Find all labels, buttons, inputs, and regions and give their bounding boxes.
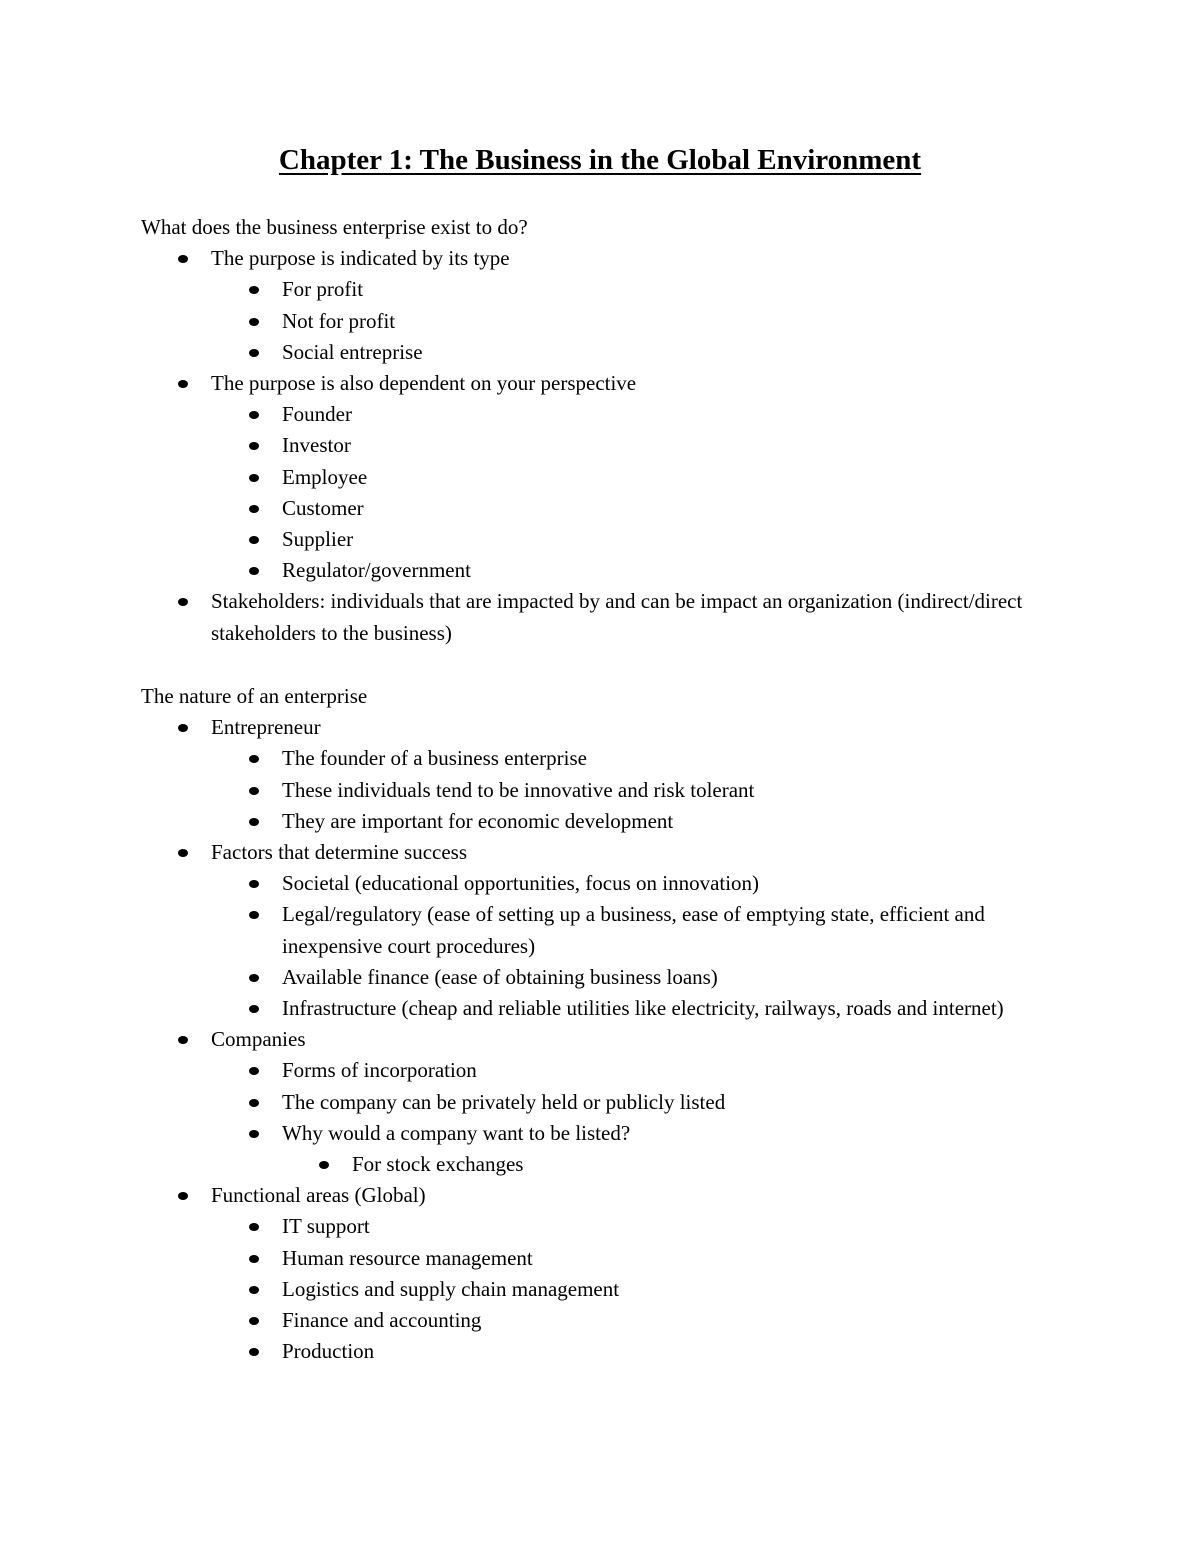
list-item bbox=[141, 743, 1081, 774]
list-item-text: Not for profit bbox=[282, 308, 396, 333]
list-item bbox=[141, 712, 1081, 743]
list-item-text: Infrastructure (cheap and reliable utilities like electricity, railways, roads and internet) bbox=[282, 996, 1004, 1021]
bullet-list bbox=[141, 243, 1081, 649]
list-item-text: Why would a company want to be listed? bbox=[282, 1120, 631, 1145]
list-item-text: Customer bbox=[282, 495, 364, 520]
section-business-purpose bbox=[141, 212, 1081, 649]
bullet-icon bbox=[178, 1192, 188, 1200]
bullet-icon bbox=[178, 598, 188, 606]
bullet-icon bbox=[249, 1223, 259, 1231]
bullet-icon bbox=[249, 505, 259, 513]
bullet-icon bbox=[249, 536, 259, 544]
bullet-icon bbox=[249, 318, 259, 326]
section-heading: The nature of an enterprise bbox=[141, 684, 368, 708]
bullet-icon bbox=[249, 911, 259, 919]
bullet-icon bbox=[249, 286, 259, 294]
list-item-text: Societal (educational opportunities, focus on innovation) bbox=[282, 871, 760, 896]
list-item-text: These individuals tend to be innovative and risk tolerant bbox=[282, 777, 755, 802]
list-item-text: Human resource management bbox=[282, 1245, 533, 1270]
bullet-icon bbox=[249, 442, 259, 450]
list-item-text: The founder of a business enterprise bbox=[282, 746, 587, 771]
bullet-icon bbox=[249, 1317, 259, 1325]
bullet-icon bbox=[249, 1099, 259, 1107]
section-heading: What does the business enterprise exist to do? bbox=[141, 215, 528, 239]
list-item-text: Legal/regulatory (ease of setting up a business, ease of emptying state, efficient and inexpensive court procedures) bbox=[282, 902, 985, 958]
bullet-icon bbox=[178, 1036, 188, 1044]
list-item bbox=[141, 493, 1081, 524]
list-item bbox=[141, 462, 1081, 493]
list-item bbox=[141, 899, 1081, 961]
bullet-icon bbox=[178, 849, 188, 857]
bullet-icon bbox=[249, 1286, 259, 1294]
list-item bbox=[141, 1211, 1081, 1242]
list-item bbox=[141, 1087, 1081, 1118]
list-item bbox=[141, 586, 1081, 648]
list-item bbox=[141, 993, 1081, 1024]
bullet-icon bbox=[178, 724, 188, 732]
list-item-text: Companies bbox=[211, 1027, 306, 1052]
bullet-icon bbox=[249, 1255, 259, 1263]
bullet-icon bbox=[249, 411, 259, 419]
list-item bbox=[141, 243, 1081, 274]
list-item bbox=[141, 1024, 1081, 1055]
bullet-icon bbox=[249, 1130, 259, 1138]
bullet-icon bbox=[319, 1161, 329, 1169]
list-item bbox=[141, 868, 1081, 899]
list-item bbox=[141, 524, 1081, 555]
list-item-text: Forms of incorporation bbox=[282, 1058, 477, 1083]
list-item-text: Founder bbox=[282, 402, 352, 427]
list-item-text: They are important for economic development bbox=[282, 808, 674, 833]
list-item bbox=[141, 1243, 1081, 1274]
bullet-list bbox=[141, 712, 1081, 1367]
bullet-icon bbox=[249, 1067, 259, 1075]
list-item-text: Finance and accounting bbox=[282, 1308, 482, 1333]
list-item-text: For profit bbox=[282, 277, 364, 302]
bullet-icon bbox=[249, 349, 259, 357]
list-item bbox=[141, 399, 1081, 430]
list-item bbox=[141, 430, 1081, 461]
list-item-text: The purpose is indicated by its type bbox=[211, 246, 510, 271]
list-item-text: IT support bbox=[282, 1214, 370, 1239]
list-item bbox=[141, 775, 1081, 806]
list-item-text: Social entreprise bbox=[282, 339, 423, 364]
list-item bbox=[141, 274, 1081, 305]
list-item bbox=[141, 555, 1081, 586]
list-item bbox=[141, 837, 1081, 868]
list-item bbox=[141, 1336, 1081, 1367]
bullet-icon bbox=[249, 755, 259, 763]
bullet-icon bbox=[249, 974, 259, 982]
page-title: Chapter 1: The Business in the Global Environment bbox=[278, 144, 922, 176]
list-item-text: Logistics and supply chain management bbox=[282, 1276, 620, 1301]
list-item-text: Entrepreneur bbox=[211, 715, 321, 740]
list-item-text: Stakeholders: individuals that are impacted by and can be impact an organization (indirect/direct stakeholders to the business) bbox=[211, 589, 1023, 645]
bullet-icon bbox=[249, 1005, 259, 1013]
bullet-icon bbox=[178, 380, 188, 388]
bullet-icon bbox=[249, 474, 259, 482]
list-item bbox=[141, 1305, 1081, 1336]
list-item-text: The purpose is also dependent on your perspective bbox=[211, 371, 637, 396]
list-item bbox=[141, 306, 1081, 337]
list-item-text: The company can be privately held or publicly listed bbox=[282, 1089, 726, 1114]
list-item-text: Factors that determine success bbox=[211, 840, 467, 865]
section-nature-of-enterprise bbox=[141, 681, 1081, 1367]
list-item bbox=[141, 1274, 1081, 1305]
list-item-text: Employee bbox=[282, 464, 368, 489]
list-item bbox=[141, 1180, 1081, 1211]
list-item bbox=[141, 806, 1081, 837]
bullet-icon bbox=[249, 1348, 259, 1356]
list-item bbox=[141, 368, 1081, 399]
bullet-icon bbox=[249, 818, 259, 826]
list-item-text: Regulator/government bbox=[282, 558, 471, 583]
list-item bbox=[141, 1149, 1081, 1180]
bullet-icon bbox=[249, 787, 259, 795]
list-item bbox=[141, 962, 1081, 993]
list-item-text: Functional areas (Global) bbox=[211, 1183, 426, 1208]
bullet-icon bbox=[249, 880, 259, 888]
bullet-icon bbox=[249, 567, 259, 575]
list-item-text: Investor bbox=[282, 433, 351, 458]
list-item-text: For stock exchanges bbox=[352, 1152, 524, 1177]
list-item-text: Production bbox=[282, 1339, 375, 1364]
bullet-icon bbox=[178, 255, 188, 263]
list-item-text: Available finance (ease of obtaining business loans) bbox=[282, 964, 718, 989]
list-item-text: Supplier bbox=[282, 527, 354, 552]
list-item bbox=[141, 1055, 1081, 1086]
list-item bbox=[141, 337, 1081, 368]
list-item bbox=[141, 1118, 1081, 1149]
